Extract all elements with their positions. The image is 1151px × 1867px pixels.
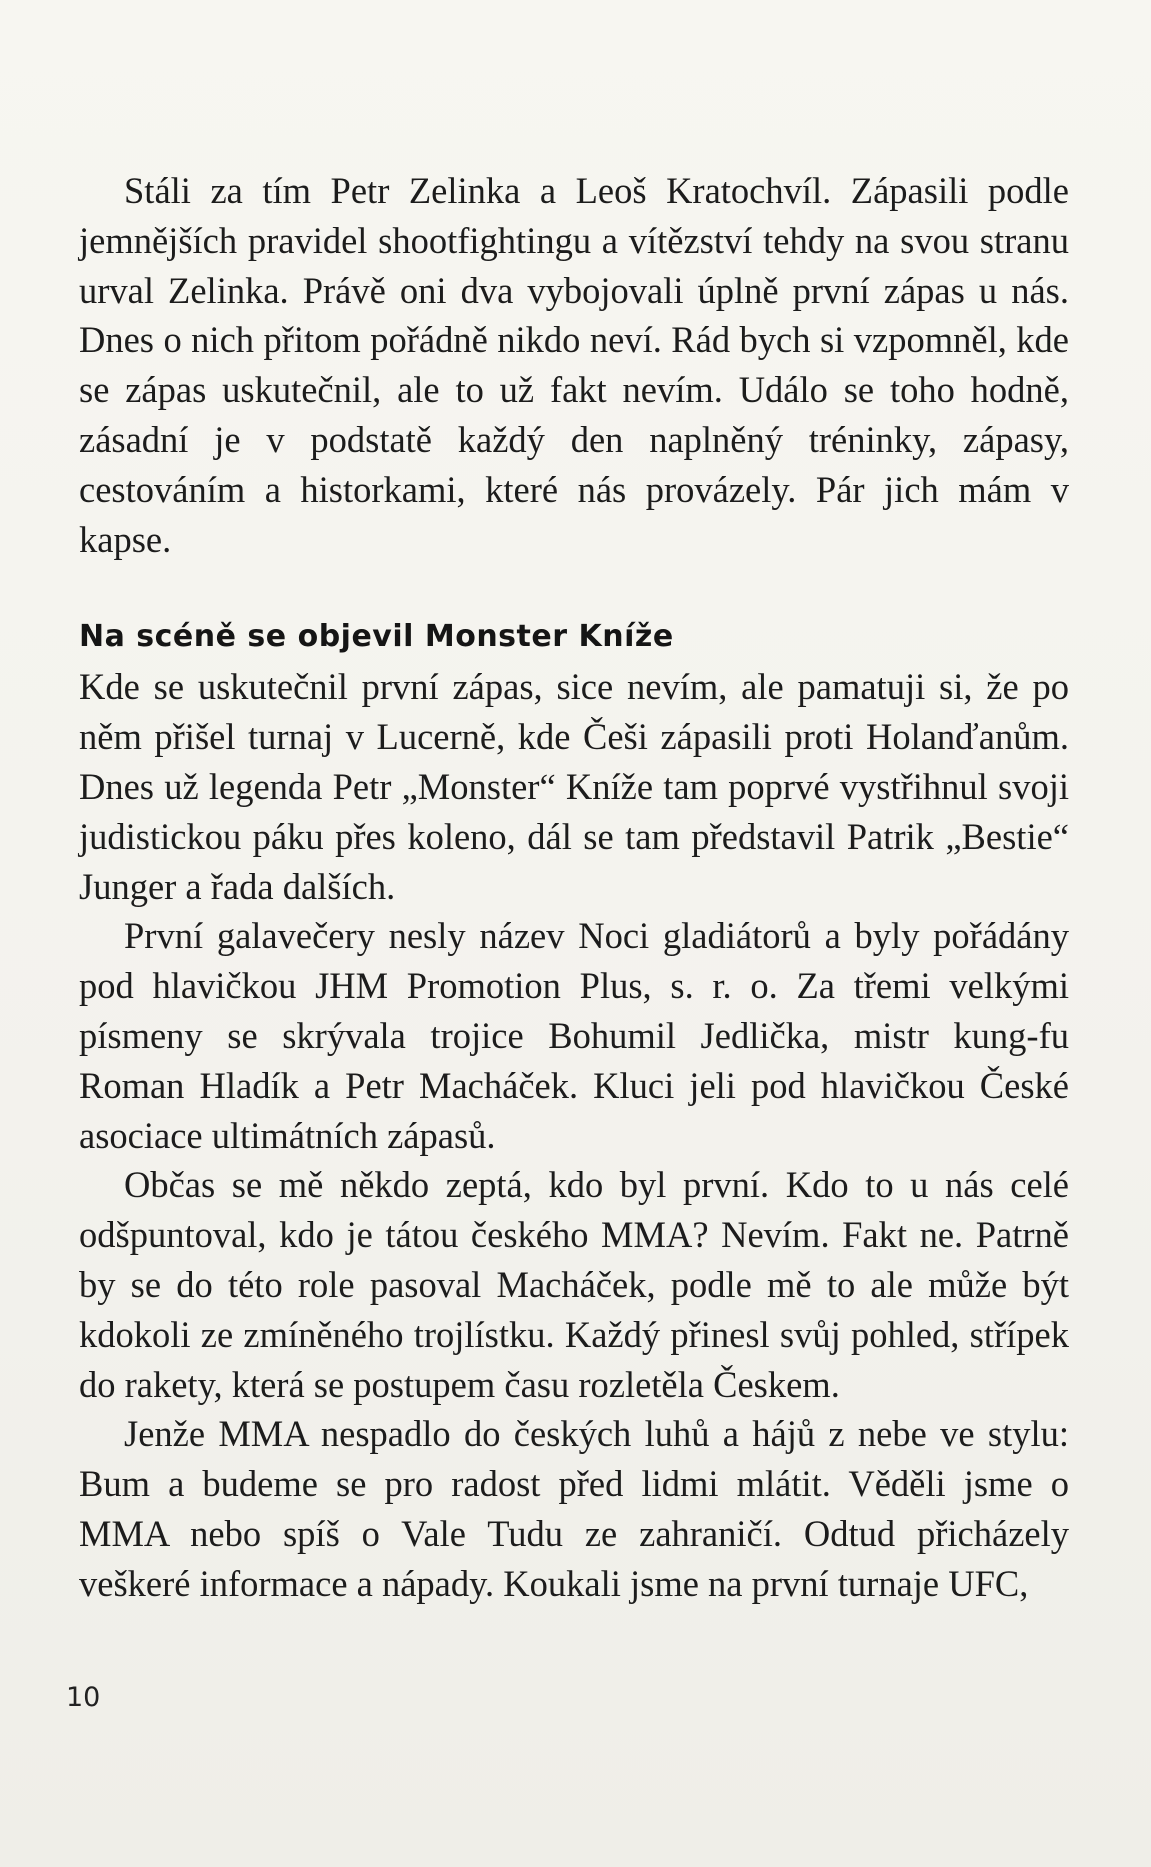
intro-paragraph: Stáli za tím Petr Zelinka a Leoš Kratochvíl. Zápasili podle jemnějších pravidel shootfightingu a vítězství tehdy na svou stranu urval Zelinka. Právě oni dva vybojovali úplně první zápas u nás. Dnes o nich přitom pořádně nikdo neví. Rád bych si vzpomněl, kde se zápas uskutečnil, ale to už fakt nevím. Událo se toho hodně, zásadní je v podstatě každý den naplněný tréninky, zápasy, cestováním a historkami, které nás provázely. Pár jich mám v kapse.: [79, 170, 1069, 560]
text-column: [79, 166, 1069, 1609]
section-paragraph-1: Kde se uskutečnil první zápas, sice nevím, ale pamatuji si, že po něm přišel turnaj v Lucerně, kde Češi zápasili proti Holanďanům. Dnes už legenda Petr „Monster“ Kníže tam poprvé vystřihnul svoji judistickou páku přes koleno, dál se tam představil Patrik „Bestie“ Junger a řada dalších.: [79, 666, 1069, 907]
section-heading: Na scéně se objevil Monster Kníže: [79, 619, 674, 655]
page-number: 10: [66, 1682, 101, 1713]
section-paragraph-2: První galavečery nesly název Noci gladiátorů a byly pořádány pod hlavičkou JHM Promotion Plus, s. r. o. Za třemi velkými písmeny se skrývala trojice Bohumil Jedlička, mistr kung-fu Roman Hladík a Petr Macháček. Kluci jeli pod hlavičkou České asociace ultimátních zápasů.: [79, 915, 1069, 1156]
section-paragraph-3: Občas se mě někdo zeptá, kdo byl první. Kdo to u nás celé odšpuntoval, kdo je tátou českého MMA? Nevím. Fakt ne. Patrně by se do této role pasoval Macháček, podle mě to ale může být kdokoli ze zmíněného trojlístku. Každý přinesl svůj pohled, střípek do rakety, která se postupem času rozletěla Českem.: [79, 1164, 1069, 1405]
section-paragraph-4: Jenže MMA nespadlo do českých luhů a hájů z nebe ve stylu: Bum a budeme se pro radost před lidmi mlátit. Věděli jsme o MMA nebo spíš o Vale Tudu ze zahraničí. Odtud přicházely veškeré informace a nápady. Koukali jsme na první turnaje UFC,: [79, 1413, 1069, 1604]
